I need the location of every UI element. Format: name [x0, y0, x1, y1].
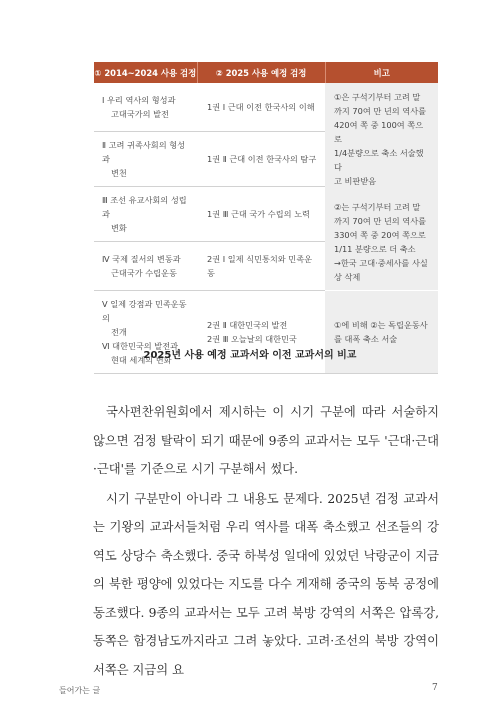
header-notes: 비고: [325, 62, 438, 83]
old-unit-cell: Ⅴ 일제 강점과 민족운동의 전개 Ⅵ 대한민국의 발전과 현대 세계의 변화: [94, 291, 197, 374]
paragraph: 국사편찬위원회에서 제시하는 이 시기 구분에 따라 서술하지 않으면 검정 탈락이 되기 때문에 9종의 교과서는 모두 '근대·근대·근대'를 기준으로 시기 구분해서 썼다.: [93, 405, 439, 476]
page-number: 7: [432, 683, 438, 693]
old-unit-cell: Ⅲ 조선 유교사회의 성립과 변화: [94, 187, 197, 242]
table-row: [94, 83, 438, 132]
body-text: [93, 398, 439, 684]
header-2014-2024: ① 2014~2024 사용 검정: [94, 62, 197, 83]
old-unit-cell: Ⅳ 국제 질서의 변동과 근대국가 수립운동: [94, 242, 197, 291]
note-cell-top: ①은 구석기부터 고려 말 까지 70여 만 년의 역사를 420여 쪽 중 100여 쪽으로 1/4분량으로 축소 서술했다 고 비판받음 ②는 구석기부터 고려 말 까지 70여 만 년의 역사를 330여 쪽 중 20여 쪽으로 1/11 분량으로 더 축소 →한국 고대·중세사를 사실 상 삭제: [325, 83, 438, 291]
old-unit-cell: Ⅰ 우리 역사의 형성과 고대국가의 발전: [94, 83, 197, 132]
old-unit-cell: Ⅱ 고려 귀족사회의 형성과 변천: [94, 132, 197, 187]
new-unit-cell: 1권 Ⅲ 근대 국가 수립의 노력: [197, 187, 325, 242]
table-caption: 2025년 사용 예정 교과서와 이전 교과서의 비교: [143, 350, 357, 361]
header-2025: ② 2025 사용 예정 검정: [197, 62, 325, 83]
new-unit-cell: 2권 Ⅰ 일제 식민통치와 민족운동: [197, 242, 325, 291]
new-unit-cell: 1권 Ⅱ 근대 이전 한국사의 탐구: [197, 132, 325, 187]
note-cell-bottom: ①에 비해 ②는 독립운동사 를 대폭 축소 서술: [325, 291, 438, 374]
new-unit-cell: 2권 Ⅱ 대한민국의 발전 2권 Ⅲ 오늘날의 대한민국: [197, 291, 325, 374]
table-row: [94, 291, 438, 374]
new-unit-cell: 1권 Ⅰ 근대 이전 한국사의 이해: [197, 83, 325, 132]
running-footer-section: 들어가는 글: [59, 686, 101, 695]
comparison-table: [94, 62, 438, 374]
paragraph: 시기 구분만이 아니라 그 내용도 문제다. 2025년 검정 교과서는 기왕의 교과서들처럼 우리 역사를 대폭 축소했고 선조들의 강역도 상당수 축소했다. 중국 하북성 일대에 있었던 낙랑군이 지금의 북한 평양에 있었다는 지도를 다수 게재해 중국의 동북 공정에 동조했다. 9종의 교과서는 모두 고려 북방 강역의 서쪽은 압록강, 동쪽은 함경남도까지라고 그려 놓았다. 고려·조선의 북방 강역이 서쪽은 지금의 요: [93, 491, 439, 677]
table-header-row: [94, 62, 438, 83]
